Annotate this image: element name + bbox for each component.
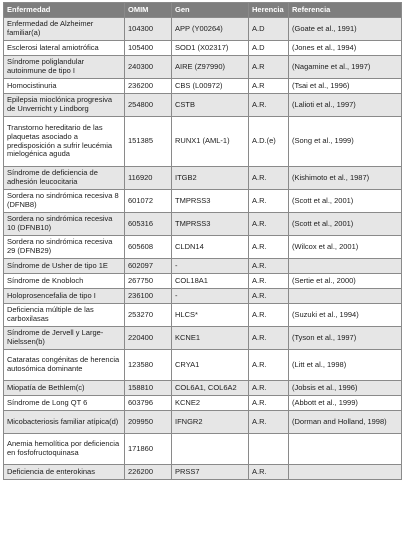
omim-cell: 236100	[125, 289, 172, 304]
gene-cell: AIRE (Z97990)	[172, 56, 249, 79]
table-row	[4, 190, 402, 213]
disease-cell: Epilepsia mioclónica progresiva de Unverricht y Lindborg	[4, 94, 125, 117]
gene-cell: KCNE1	[172, 327, 249, 350]
gene-cell: COL18A1	[172, 274, 249, 289]
reference-cell: (Scott et al., 2001)	[289, 190, 402, 213]
gene-cell: KCNE2	[172, 396, 249, 411]
disease-cell: Anemia hemolítica por deficiencia en fosfofructoquinasa	[4, 434, 125, 465]
reference-cell: (Sertie et al., 2000)	[289, 274, 402, 289]
disease-cell: Síndrome de Usher de tipo 1E	[4, 259, 125, 274]
omim-cell: 605608	[125, 236, 172, 259]
disease-cell: Esclerosi lateral amiotrófica	[4, 41, 125, 56]
table-row	[4, 18, 402, 41]
gene-cell: -	[172, 289, 249, 304]
table-row	[4, 304, 402, 327]
table-row	[4, 117, 402, 167]
disease-cell: Síndrome de Long QT 6	[4, 396, 125, 411]
table-row	[4, 79, 402, 94]
omim-cell: 267750	[125, 274, 172, 289]
header-enfermedad: Enfermedad	[4, 3, 125, 18]
omim-cell: 253270	[125, 304, 172, 327]
table-row	[4, 236, 402, 259]
inheritance-cell: A.R.	[249, 465, 289, 480]
gene-cell: CBS (L00972)	[172, 79, 249, 94]
reference-cell: (Suzuki et al., 1994)	[289, 304, 402, 327]
header-herencia: Herencia	[249, 3, 289, 18]
gene-cell: APP (Y00264)	[172, 18, 249, 41]
gene-cell: PRSS7	[172, 465, 249, 480]
omim-cell: 209950	[125, 411, 172, 434]
table-row	[4, 411, 402, 434]
inheritance-cell: A.D.(e)	[249, 117, 289, 167]
reference-cell: (Lalioti et al., 1997)	[289, 94, 402, 117]
inheritance-cell: A.R.	[249, 94, 289, 117]
disease-cell: Miopatía de Bethlem(c)	[4, 381, 125, 396]
table-header-row	[4, 3, 402, 18]
table-row	[4, 274, 402, 289]
table-row	[4, 213, 402, 236]
disease-cell: Enfermedad de Alzheimer familiar(a)	[4, 18, 125, 41]
omim-cell: 240300	[125, 56, 172, 79]
gene-cell: CSTB	[172, 94, 249, 117]
table-row	[4, 289, 402, 304]
inheritance-cell: A.R.	[249, 259, 289, 274]
reference-cell: (Jones et al., 1994)	[289, 41, 402, 56]
table-row	[4, 434, 402, 465]
reference-cell: (Dorman and Holland, 1998)	[289, 411, 402, 434]
table-row	[4, 167, 402, 190]
omim-cell: 603796	[125, 396, 172, 411]
omim-cell: 171860	[125, 434, 172, 465]
header-referencia: Referencia	[289, 3, 402, 18]
table-row	[4, 56, 402, 79]
inheritance-cell: A.R.	[249, 327, 289, 350]
disease-cell: Sordera no sindrómica recesiva 10 (DFNB10)	[4, 213, 125, 236]
disease-cell: Holoprosencefalia de tipo I	[4, 289, 125, 304]
omim-cell: 104300	[125, 18, 172, 41]
inheritance-cell: A.R.	[249, 381, 289, 396]
header-gen: Gen	[172, 3, 249, 18]
table-row	[4, 465, 402, 480]
disease-cell: Síndrome de Knobloch	[4, 274, 125, 289]
reference-cell: (Kishimoto et al., 1987)	[289, 167, 402, 190]
omim-cell: 236200	[125, 79, 172, 94]
reference-cell: (Litt et al., 1998)	[289, 350, 402, 381]
omim-cell: 158810	[125, 381, 172, 396]
table-row	[4, 350, 402, 381]
inheritance-cell	[249, 434, 289, 465]
omim-cell: 105400	[125, 41, 172, 56]
reference-cell: (Tyson et al., 1997)	[289, 327, 402, 350]
gene-cell	[172, 434, 249, 465]
disease-cell: Sordera no sindrómica recesiva 8 (DFNB8)	[4, 190, 125, 213]
reference-cell	[289, 289, 402, 304]
gene-cell: CLDN14	[172, 236, 249, 259]
inheritance-cell: A.R.	[249, 396, 289, 411]
gene-cell: ITGB2	[172, 167, 249, 190]
table-row	[4, 327, 402, 350]
inheritance-cell: A.D	[249, 18, 289, 41]
genetic-diseases-table	[3, 2, 402, 480]
inheritance-cell: A.R.	[249, 236, 289, 259]
reference-cell	[289, 465, 402, 480]
gene-cell: CRYA1	[172, 350, 249, 381]
omim-cell: 116920	[125, 167, 172, 190]
inheritance-cell: A.R.	[249, 289, 289, 304]
disease-cell: Homocistinuria	[4, 79, 125, 94]
inheritance-cell: A.R.	[249, 411, 289, 434]
reference-cell	[289, 434, 402, 465]
inheritance-cell: A.R.	[249, 304, 289, 327]
inheritance-cell: A.R.	[249, 167, 289, 190]
disease-cell: Deficiencia múltiple de las carboxilasas	[4, 304, 125, 327]
reference-cell: (Jobsis et al., 1996)	[289, 381, 402, 396]
omim-cell: 602097	[125, 259, 172, 274]
inheritance-cell: A.R.	[249, 274, 289, 289]
table-row	[4, 381, 402, 396]
reference-cell: (Abbott et al., 1999)	[289, 396, 402, 411]
reference-cell	[289, 259, 402, 274]
reference-cell: (Song et al., 1999)	[289, 117, 402, 167]
reference-cell: (Scott et al., 2001)	[289, 213, 402, 236]
inheritance-cell: A.R	[249, 79, 289, 94]
header-omim: OMIM	[125, 3, 172, 18]
disease-cell: Deficiencia de enterokinas	[4, 465, 125, 480]
disease-cell: Micobacteriosis familiar atípica(d)	[4, 411, 125, 434]
table-row	[4, 94, 402, 117]
inheritance-cell: A.R.	[249, 350, 289, 381]
disease-cell: Síndrome de Jervell y Large-Nielssen(b)	[4, 327, 125, 350]
gene-cell: TMPRSS3	[172, 213, 249, 236]
disease-cell: Transtorno hereditario de las plaquetas asociado a predisposición a sufrir leucémia mielogénica aguda	[4, 117, 125, 167]
omim-cell: 220400	[125, 327, 172, 350]
gene-cell: IFNGR2	[172, 411, 249, 434]
omim-cell: 123580	[125, 350, 172, 381]
gene-cell: COL6A1, COL6A2	[172, 381, 249, 396]
omim-cell: 605316	[125, 213, 172, 236]
disease-cell: Síndrome poliglandular autoinmune de tipo I	[4, 56, 125, 79]
gene-cell: SOD1 (X02317)	[172, 41, 249, 56]
inheritance-cell: A.R.	[249, 190, 289, 213]
omim-cell: 254800	[125, 94, 172, 117]
reference-cell: (Goate et al., 1991)	[289, 18, 402, 41]
inheritance-cell: A.R	[249, 56, 289, 79]
table-row	[4, 396, 402, 411]
reference-cell: (Wilcox et al., 2001)	[289, 236, 402, 259]
gene-cell: TMPRSS3	[172, 190, 249, 213]
disease-cell: Sordera no sindrómica recesiva 29 (DFNB29)	[4, 236, 125, 259]
inheritance-cell: A.D	[249, 41, 289, 56]
gene-cell: -	[172, 259, 249, 274]
reference-cell: (Tsai et al., 1996)	[289, 79, 402, 94]
omim-cell: 226200	[125, 465, 172, 480]
omim-cell: 151385	[125, 117, 172, 167]
table-row	[4, 41, 402, 56]
table-row	[4, 259, 402, 274]
table-body	[4, 18, 402, 480]
disease-cell: Cataratas congénitas de herencia autosómica dominante	[4, 350, 125, 381]
gene-cell: HLCS*	[172, 304, 249, 327]
inheritance-cell: A.R.	[249, 213, 289, 236]
reference-cell: (Nagamine et al., 1997)	[289, 56, 402, 79]
omim-cell: 601072	[125, 190, 172, 213]
disease-cell: Síndrome de deficiencia de adhesión leucocitaria	[4, 167, 125, 190]
gene-cell: RUNX1 (AML-1)	[172, 117, 249, 167]
